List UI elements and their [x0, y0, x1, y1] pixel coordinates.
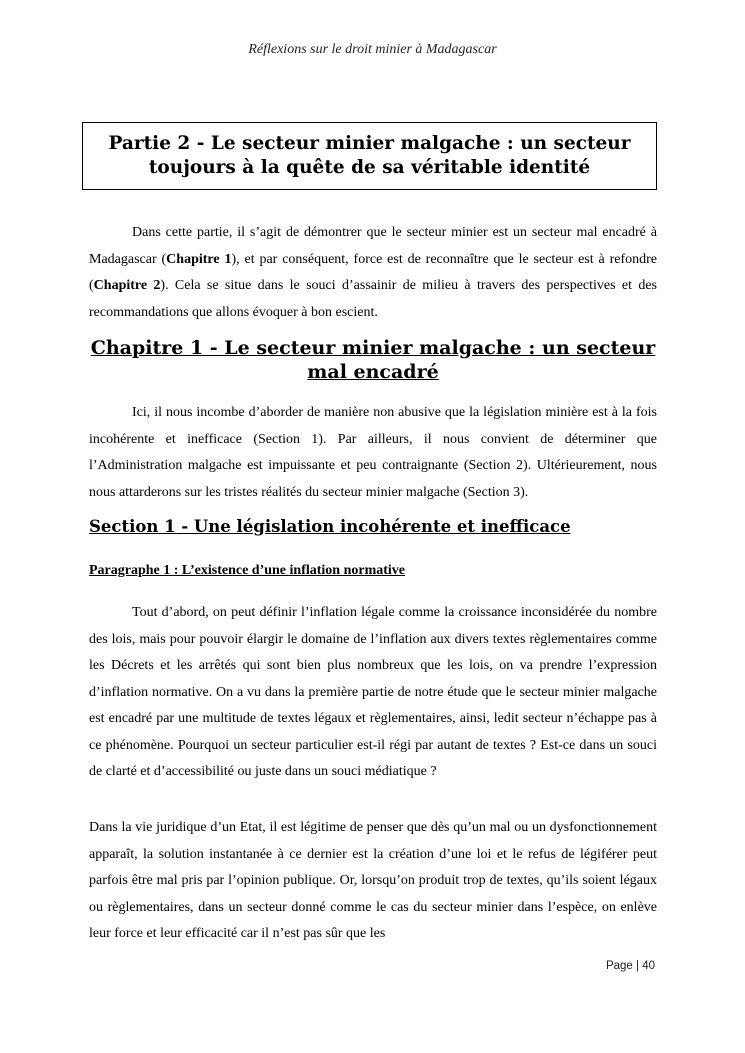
intro-bold-chapitre-2: Chapitre 2 — [93, 278, 161, 293]
intro-text-1: Dans cette partie, il s’agit de démontrer que le secteur minier est un secteur mal encadré à Madagascar ( — [89, 225, 657, 267]
paragraphe-title: Paragraphe 1 : L’existence d’une inflation normative — [89, 563, 406, 578]
body-paragraph-1: Tout d’abord, on peut définir l’inflation légale comme la croissance inconsidérée du nombre des lois, mais pour pouvoir élargir le domaine de l’inflation aux divers textes règlementaires comme les Décrets et les arrêtés qui sont bien plus nombreux que les lois, on va prendre l’expression d’inflation normative. On a vu dans la première partie de notre étude que le secteur minier malgache est encadré par une multitude de textes légaux et règlementaires, ainsi, ledit secteur n’échappe pas à ce phénomène. Pourquoi un secteur particulier est-il régi par autant de textes ? Est-ce dans un souci de clarté et d’accessibilité ou juste dans un souci médiatique ? — [89, 605, 657, 779]
section-title: Section 1 - Une législation incohérente et inefficace — [89, 517, 571, 536]
intro-text-3: ). Cela se situe dans le souci d’assainir de milieu à travers des perspectives et des recommandations que allons évoquer à bon escient. — [89, 278, 657, 320]
page-number: Page | 40 — [605, 960, 655, 972]
intro-text-2: ), et par conséquent, force est de reconnaître que le secteur est à refondre ( — [89, 251, 657, 293]
partie-title-box — [82, 122, 657, 190]
partie-title: Partie 2 - Le secteur minier malgache : un secteur toujours à la quête de sa véritable identité — [108, 133, 631, 178]
running-header: Réflexions sur le droit minier à Madagascar — [248, 42, 497, 57]
chapitre-intro-paragraph: Ici, il nous incombe d’aborder de manière non abusive que la législation minière est à la fois incohérente et inefficace (Section 1). Par ailleurs, il nous convient de déterminer que l’Administration malgache est impuissante et peu contraignante (Section 2). Ultérieurement, nous nous attarderons sur les tristes réalités du secteur minier malgache (Section 3). — [89, 405, 657, 500]
intro-paragraph — [89, 220, 657, 326]
body-paragraph-2: Dans la vie juridique d’un Etat, il est légitime de penser que dès qu’un mal ou un dysfonctionnement apparaît, la solution instantanée à ce dernier est la création d’une loi et le refus de légiférer peut parfois être mal pris par l’opinion publique. Or, lorsqu’on produit trop de textes, qu’ils soient légaux ou règlementaires, dans un secteur donné comme le cas du secteur minier dans l’espèce, on enlève leur force et leur efficacité car il n’est pas sûr que les — [89, 820, 657, 941]
chapitre-title: Chapitre 1 - Le secteur minier malgache : un secteur mal encadré — [90, 337, 656, 383]
intro-bold-chapitre-1: Chapitre 1 — [166, 251, 232, 267]
